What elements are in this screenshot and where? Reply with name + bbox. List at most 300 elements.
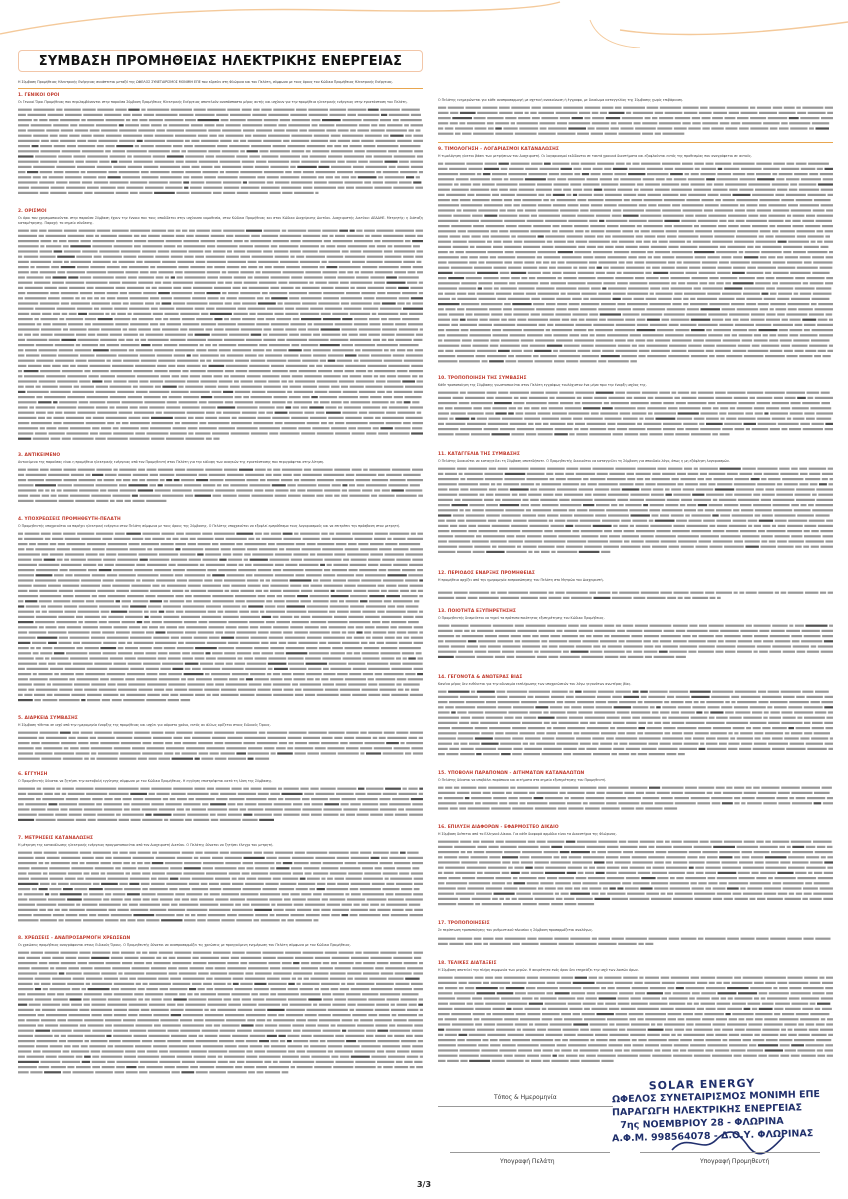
text-line-mark — [237, 1030, 252, 1032]
text-line-mark — [290, 585, 301, 587]
text-line-mark — [348, 626, 355, 628]
text-line-mark — [246, 230, 262, 232]
text-line-mark — [285, 313, 298, 315]
text-line-mark — [80, 747, 89, 749]
text-line-mark — [357, 1004, 374, 1006]
text-line-mark — [35, 579, 56, 581]
text-line-mark — [35, 500, 57, 502]
text-line-mark — [348, 579, 360, 581]
text-line-mark — [160, 474, 175, 476]
text-line-mark — [148, 1030, 166, 1032]
text-line-mark — [74, 574, 90, 576]
text-line-mark — [140, 386, 154, 388]
text-line-mark — [394, 271, 406, 273]
text-line-mark — [153, 814, 171, 816]
text-line-mark — [473, 133, 494, 135]
text-line-mark — [370, 323, 381, 325]
text-line-mark — [617, 272, 622, 274]
text-line-mark — [165, 313, 179, 315]
text-line-mark — [122, 867, 136, 869]
text-line-mark — [300, 313, 319, 315]
text-line-mark — [31, 742, 40, 744]
text-line-mark — [88, 819, 96, 821]
text-line-mark — [438, 251, 448, 253]
text-line-mark — [35, 857, 45, 859]
text-line-mark — [192, 983, 202, 985]
text-line-mark — [288, 737, 302, 739]
text-line-mark — [184, 621, 197, 623]
text-line-mark — [151, 998, 161, 1000]
text-line-mark — [85, 673, 105, 675]
text-line-mark — [725, 117, 736, 119]
text-line-mark — [54, 145, 66, 147]
text-line-mark — [350, 605, 364, 607]
text-line-mark — [188, 543, 196, 545]
text-line-mark — [414, 600, 419, 602]
text-line-mark — [228, 803, 236, 805]
text-line-mark — [208, 422, 230, 424]
text-line-mark — [217, 657, 236, 659]
text-line-mark — [409, 370, 423, 372]
text-line-mark — [747, 209, 756, 211]
text-line-mark — [558, 261, 565, 263]
text-line-mark — [142, 176, 159, 178]
text-line-mark — [36, 386, 41, 388]
text-line-mark — [130, 181, 147, 183]
text-line-mark — [112, 230, 129, 232]
text-line-mark — [574, 225, 589, 227]
text-line-mark — [134, 161, 153, 163]
text-line-mark — [157, 355, 172, 357]
text-line-mark — [81, 585, 100, 587]
text-line-mark — [700, 282, 708, 284]
text-line-mark — [407, 1009, 418, 1011]
text-line-mark — [385, 181, 398, 183]
text-line-mark — [339, 396, 358, 398]
text-line-mark — [171, 150, 179, 152]
text-line-mark — [108, 621, 120, 623]
section-heading: 6. ΕΓΓΥΗΣΗ — [18, 772, 48, 778]
text-line-mark — [804, 261, 812, 263]
text-line-mark — [365, 235, 370, 237]
text-line-mark — [438, 282, 460, 284]
text-line-mark — [331, 135, 341, 137]
text-line-mark — [54, 334, 74, 336]
text-line-mark — [395, 339, 411, 341]
text-line-mark — [750, 117, 766, 119]
text-line-mark — [189, 559, 201, 561]
text-line-mark — [141, 543, 159, 545]
text-line-mark — [398, 585, 408, 587]
text-line-mark — [113, 857, 131, 859]
text-line-mark — [141, 171, 149, 173]
text-line-mark — [340, 814, 345, 816]
text-line-mark — [386, 391, 392, 393]
text-line-mark — [63, 595, 74, 597]
text-line-mark — [43, 988, 48, 990]
text-line-mark — [369, 318, 380, 320]
text-line-mark — [488, 251, 504, 253]
text-line-mark — [115, 1045, 134, 1047]
text-line-mark — [539, 267, 548, 269]
text-line-mark — [224, 1056, 245, 1058]
text-line-mark — [102, 699, 110, 701]
text-line-mark — [294, 678, 306, 680]
text-line-mark — [216, 798, 227, 800]
text-line-mark — [205, 251, 212, 253]
text-line-mark — [164, 752, 173, 754]
text-line-mark — [99, 161, 109, 163]
text-line-mark — [57, 407, 77, 409]
text-line-mark — [411, 166, 423, 168]
text-line-mark — [298, 427, 310, 429]
text-line-mark — [49, 678, 68, 680]
text-line-mark — [399, 647, 421, 649]
text-line-mark — [267, 1035, 277, 1037]
text-line-mark — [103, 579, 114, 581]
text-line-mark — [257, 297, 263, 299]
text-line-mark — [365, 166, 387, 168]
text-line-mark — [92, 1004, 106, 1006]
text-line-mark — [329, 235, 333, 237]
text-line-mark — [109, 793, 129, 795]
text-line-mark — [168, 673, 182, 675]
text-line-mark — [553, 204, 566, 206]
text-line-mark — [363, 657, 380, 659]
text-line-mark — [238, 308, 247, 310]
text-line-mark — [578, 272, 595, 274]
divider — [438, 142, 833, 143]
text-line-mark — [74, 683, 90, 685]
text-line-mark — [129, 308, 149, 310]
text-line-mark — [100, 339, 117, 341]
text-line-mark — [363, 952, 378, 954]
text-line-mark — [86, 422, 106, 424]
text-line-mark — [39, 230, 46, 232]
text-line-mark — [122, 600, 131, 602]
text-line-mark — [70, 495, 90, 497]
text-line-mark — [198, 621, 207, 623]
text-line-mark — [41, 355, 57, 357]
text-line-mark — [75, 161, 84, 163]
text-line-mark — [248, 308, 266, 310]
text-line-mark — [54, 694, 70, 696]
text-line-mark — [169, 396, 182, 398]
text-line-mark — [107, 872, 124, 874]
text-line-mark — [527, 220, 544, 222]
text-line-mark — [452, 199, 459, 201]
text-line-mark — [213, 438, 219, 440]
text-line-mark — [323, 574, 335, 576]
text-line-mark — [71, 559, 86, 561]
text-line-mark — [138, 978, 157, 980]
text-line-mark — [225, 590, 230, 592]
text-line-mark — [152, 287, 157, 289]
text-line-mark — [50, 292, 59, 294]
text-line-mark — [248, 967, 268, 969]
text-line-mark — [200, 957, 219, 959]
text-line-mark — [311, 962, 322, 964]
text-line-mark — [18, 919, 39, 921]
text-line-mark — [331, 962, 337, 964]
text-line-mark — [224, 187, 239, 189]
text-line-mark — [391, 668, 412, 670]
text-line-mark — [62, 1061, 80, 1063]
text-line-mark — [438, 189, 450, 191]
text-line-mark — [679, 230, 694, 232]
text-line-mark — [287, 484, 295, 486]
text-line-mark — [296, 574, 305, 576]
text-line-mark — [383, 888, 400, 890]
text-line-mark — [142, 1040, 152, 1042]
text-line-mark — [51, 266, 59, 268]
text-line-mark — [235, 904, 241, 906]
text-line-mark — [271, 1040, 279, 1042]
text-line-mark — [648, 204, 656, 206]
text-line-mark — [121, 266, 127, 268]
text-line-mark — [153, 1014, 169, 1016]
text-line-mark — [358, 427, 372, 429]
text-line-mark — [356, 381, 375, 383]
text-line-mark — [191, 140, 199, 142]
text-line-mark — [190, 391, 210, 393]
text-line-mark — [270, 967, 280, 969]
text-line-mark — [33, 1050, 41, 1052]
text-line-mark — [144, 166, 159, 168]
text-line-mark — [537, 183, 552, 185]
text-line-mark — [302, 474, 321, 476]
text-line-mark — [321, 983, 340, 985]
text-line-mark — [282, 1004, 288, 1006]
text-line-mark — [303, 171, 314, 173]
text-line-mark — [98, 564, 103, 566]
text-line-mark — [149, 626, 158, 628]
text-line-mark — [289, 282, 308, 284]
text-line-mark — [91, 637, 105, 639]
text-line-mark — [18, 590, 27, 592]
text-line-mark — [27, 171, 38, 173]
text-line-mark — [320, 967, 333, 969]
text-line-mark — [98, 914, 109, 916]
text-line-mark — [413, 339, 422, 341]
text-line-mark — [386, 422, 402, 424]
text-line-mark — [76, 673, 84, 675]
text-line-mark — [311, 798, 328, 800]
text-line-mark — [356, 626, 364, 628]
text-line-mark — [128, 919, 136, 921]
text-line-mark — [234, 663, 245, 665]
text-line-mark — [359, 391, 376, 393]
text-line-mark — [737, 230, 758, 232]
text-line-mark — [266, 349, 272, 351]
text-line-mark — [18, 500, 34, 502]
text-line-mark — [158, 360, 175, 362]
text-line-mark — [81, 967, 93, 969]
text-line-mark — [18, 983, 33, 985]
text-line-mark — [823, 178, 833, 180]
text-line-mark — [334, 737, 342, 739]
text-line-mark — [294, 192, 314, 194]
text-line-mark — [215, 683, 224, 685]
text-line-mark — [578, 287, 589, 289]
text-line-mark — [699, 246, 718, 248]
text-line-mark — [386, 742, 399, 744]
text-line-mark — [55, 412, 62, 414]
text-line-mark — [300, 788, 308, 790]
text-line-mark — [513, 293, 524, 295]
text-line-mark — [148, 240, 164, 242]
text-line-mark — [259, 266, 263, 268]
text-line-mark — [475, 128, 487, 130]
text-line-mark — [224, 469, 237, 471]
text-line-mark — [18, 391, 25, 393]
text-line-mark — [350, 145, 362, 147]
text-line-mark — [331, 386, 339, 388]
text-line-mark — [659, 117, 673, 119]
text-line-mark — [323, 297, 339, 299]
text-line-mark — [61, 303, 69, 305]
text-line-mark — [795, 277, 805, 279]
text-line-mark — [252, 114, 266, 116]
text-line-mark — [18, 135, 32, 137]
text-line-mark — [107, 1004, 127, 1006]
text-line-mark — [495, 128, 502, 130]
text-line-mark — [335, 967, 351, 969]
text-line-mark — [334, 145, 341, 147]
text-line-mark — [189, 1035, 198, 1037]
text-line-mark — [416, 176, 420, 178]
text-line-mark — [808, 112, 826, 114]
text-line-mark — [388, 150, 397, 152]
text-line-mark — [192, 808, 206, 810]
text-line-mark — [159, 808, 175, 810]
text-line-mark — [287, 401, 292, 403]
text-line-mark — [438, 117, 451, 119]
text-line-mark — [101, 883, 118, 885]
text-line-mark — [400, 590, 409, 592]
text-line-mark — [319, 396, 337, 398]
text-line-mark — [61, 962, 76, 964]
text-line-mark — [50, 668, 63, 670]
text-line-mark — [97, 109, 113, 111]
text-line-mark — [259, 407, 275, 409]
text-line-mark — [162, 329, 179, 331]
text-line-mark — [92, 1014, 102, 1016]
text-line-mark — [308, 230, 321, 232]
text-line-mark — [403, 422, 411, 424]
text-line-mark — [291, 1066, 295, 1068]
text-line-mark — [574, 168, 582, 170]
text-line-mark — [134, 569, 152, 571]
text-line-mark — [216, 155, 235, 157]
text-line-mark — [145, 538, 151, 540]
text-line-mark — [253, 109, 260, 111]
text-line-mark — [298, 329, 306, 331]
text-line-mark — [175, 422, 180, 424]
text-line-mark — [106, 417, 127, 419]
text-line-mark — [388, 605, 396, 607]
text-line-mark — [615, 107, 622, 109]
text-line-mark — [134, 245, 141, 247]
text-line-mark — [64, 559, 69, 561]
text-line-mark — [18, 313, 29, 315]
text-line-mark — [109, 407, 114, 409]
text-line-mark — [385, 788, 401, 790]
text-line-mark — [385, 256, 402, 258]
text-line-mark — [676, 267, 687, 269]
text-line-mark — [346, 422, 368, 424]
text-line-mark — [181, 479, 194, 481]
text-line-mark — [717, 178, 738, 180]
text-line-mark — [243, 888, 261, 890]
text-line-mark — [299, 129, 307, 131]
text-line-mark — [363, 962, 375, 964]
text-line-mark — [56, 788, 60, 790]
text-line-mark — [130, 438, 150, 440]
text-line-mark — [318, 166, 329, 168]
text-line-mark — [119, 129, 137, 131]
text-line-mark — [460, 183, 471, 185]
text-line-mark — [185, 642, 205, 644]
text-line-mark — [805, 225, 820, 227]
text-line-mark — [751, 261, 771, 263]
text-line-mark — [92, 381, 102, 383]
text-line-mark — [181, 678, 186, 680]
text-line-mark — [573, 189, 582, 191]
text-line-mark — [92, 245, 112, 247]
text-line-mark — [321, 867, 338, 869]
text-line-mark — [755, 282, 771, 284]
text-line-mark — [342, 631, 346, 633]
text-line-mark — [391, 1004, 395, 1006]
text-line-mark — [105, 893, 111, 895]
text-line-mark — [270, 993, 276, 995]
text-line-mark — [335, 422, 344, 424]
text-line-mark — [713, 112, 727, 114]
text-line-mark — [163, 798, 168, 800]
text-line-mark — [138, 1066, 145, 1068]
text-line-mark — [206, 747, 224, 749]
text-line-mark — [817, 215, 833, 217]
text-line-mark — [108, 595, 126, 597]
text-line-mark — [118, 788, 139, 790]
text-line-mark — [302, 983, 319, 985]
text-line-mark — [292, 621, 309, 623]
text-line-mark — [264, 230, 281, 232]
text-line-mark — [131, 585, 150, 587]
text-line-mark — [161, 543, 174, 545]
text-line-mark — [361, 904, 368, 906]
text-line-mark — [56, 166, 75, 168]
text-line-mark — [402, 663, 422, 665]
text-line-mark — [192, 888, 208, 890]
text-line-mark — [640, 189, 653, 191]
text-line-mark — [777, 225, 791, 227]
text-line-mark — [83, 176, 96, 178]
text-line-mark — [220, 171, 224, 173]
text-line-mark — [336, 533, 351, 535]
text-line-mark — [138, 282, 153, 284]
text-line-mark — [397, 678, 407, 680]
section — [18, 836, 423, 932]
text-line-mark — [38, 543, 49, 545]
text-line-mark — [255, 862, 275, 864]
text-line-mark — [232, 952, 245, 954]
text-line-mark — [201, 313, 208, 315]
text-line-mark — [212, 433, 229, 435]
text-line-mark — [117, 1061, 139, 1063]
text-line-mark — [282, 793, 303, 795]
